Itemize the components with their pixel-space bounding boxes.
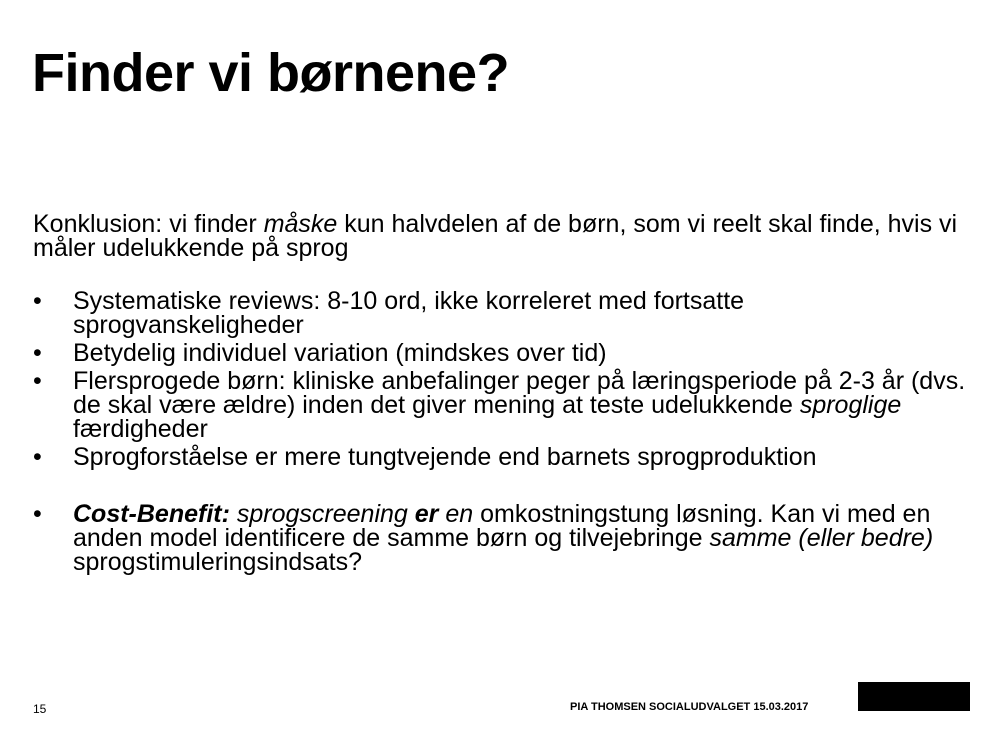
cost-benefit-emphasis: samme (eller bedre)	[709, 524, 934, 552]
slide-body	[33, 212, 973, 574]
bullet-item-cost-benefit	[33, 502, 973, 574]
cost-benefit-screening: sprogscreening	[229, 500, 415, 528]
bullet-item-language-comprehension	[33, 445, 973, 469]
slide-title: Finder vi børnene?	[32, 43, 510, 103]
cost-benefit-er: er	[414, 500, 439, 528]
cost-benefit-en: en	[438, 500, 474, 528]
bullet-text: Sprogforståelse er mere tungtvejende end barnets sprogproduktion	[73, 443, 817, 471]
conclusion-text-end: kun halvdelen af de børn, som vi reelt skal finde, hvis vi måler udelukkende på sprog	[33, 210, 958, 262]
bullet-list	[33, 289, 973, 574]
bullet-item-multilingual-children	[33, 369, 973, 441]
bullet-text-start: Flersprogede børn: kliniske anbefalinger peger på læringsperiode på 2-3 år (dvs. de skal være ældre) inden det giver mening at teste udelukkende	[73, 367, 966, 419]
cost-benefit-text-end: sprogstimuleringsindsats?	[73, 548, 363, 576]
bullet-dot: •	[33, 500, 42, 528]
conclusion-paragraph	[33, 212, 973, 260]
bullet-dot: •	[33, 443, 42, 471]
cost-benefit-text: omkostningstung løsning. Kan vi med en anden model identificere de samme børn og tilvejebringe	[73, 500, 931, 552]
bullet-dot: •	[33, 367, 42, 395]
cost-benefit-label: Cost-Benefit:	[73, 500, 230, 528]
bullet-emphasis: sproglige	[799, 391, 902, 419]
bullet-text: Betydelig individuel variation (mindskes over tid)	[73, 339, 607, 367]
conclusion-text-start: Konklusion: vi finder	[33, 210, 264, 238]
bullet-text: Systematiske reviews: 8-10 ord, ikke korreleret med fortsatte sprogvanskeligheder	[73, 287, 745, 339]
footer-logo-block	[858, 682, 970, 711]
page-number: 15	[33, 702, 47, 716]
bullet-item-individual-variation	[33, 341, 973, 365]
bullet-text-end: færdigheder	[73, 415, 208, 443]
footer-presenter: PIA THOMSEN SOCIALUDVALGET 15.03.2017	[570, 701, 809, 713]
conclusion-emphasis: måske	[263, 210, 338, 238]
bullet-dot: •	[33, 339, 42, 367]
bullet-dot: •	[33, 287, 42, 315]
bullet-item-systematic-reviews	[33, 289, 973, 337]
